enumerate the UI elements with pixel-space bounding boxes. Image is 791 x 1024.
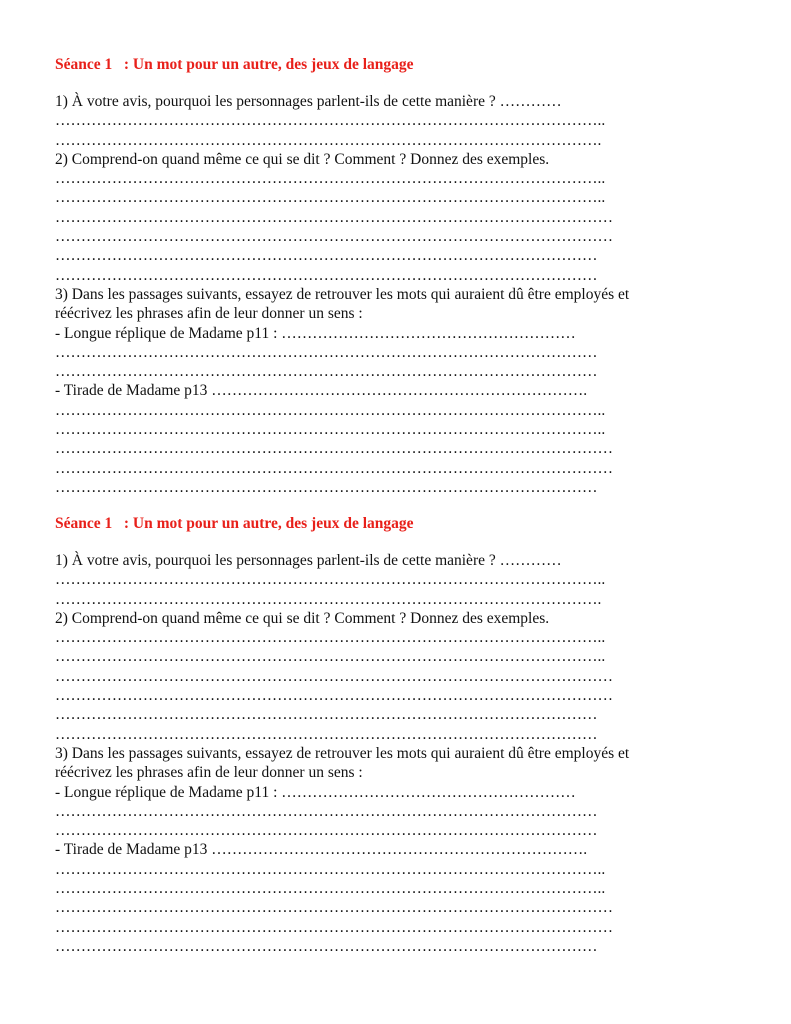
question-line: réécrivez les phrases afin de leur donner un sens : [55, 305, 363, 323]
answer-dotted-line: ……………………………………………………………………………………………… [55, 899, 613, 917]
answer-dotted-line: …………………………………………………………………………………………… [55, 363, 598, 381]
question-line: - Tirade de Madame p13 ………………………………………………………………. [55, 382, 588, 400]
answer-dotted-line: …………………………………………………………………………………………… [55, 478, 598, 496]
answer-dotted-line: …………………………………………………………………………………………….. [55, 648, 606, 666]
answer-dotted-line: …………………………………………………………………………………………….. [55, 401, 606, 419]
answer-dotted-line: ……………………………………………………………………………………………… [55, 440, 613, 458]
answer-dotted-line: …………………………………………………………………………………………… [55, 343, 598, 361]
answer-dotted-line: …………………………………………………………………………………………….. [55, 112, 606, 130]
answer-dotted-line: …………………………………………………………………………………………… [55, 822, 598, 840]
question-line: - Tirade de Madame p13 ………………………………………………………………. [55, 841, 588, 859]
answer-dotted-line: ……………………………………………………………………………………………. [55, 131, 602, 149]
answer-dotted-line: …………………………………………………………………………………………… [55, 802, 598, 820]
answer-dotted-line: ……………………………………………………………………………………………… [55, 667, 613, 685]
question-line: 1) À votre avis, pourquoi les personnages parlent-ils de cette manière ? ………… [55, 552, 562, 569]
answer-dotted-line: …………………………………………………………………………………………….. [55, 860, 606, 878]
question-line: - Longue réplique de Madame p11 : ………………………………………………… [55, 783, 576, 801]
answer-dotted-line: ……………………………………………………………………………………………… [55, 208, 613, 226]
answer-dotted-line: …………………………………………………………………………………………….. [55, 880, 606, 898]
section-lines [55, 92, 745, 497]
question-line: 1) À votre avis, pourquoi les personnages parlent-ils de cette manière ? ………… [55, 93, 562, 110]
answer-dotted-line: …………………………………………………………………………………………….. [55, 170, 606, 188]
answer-dotted-line: ……………………………………………………………………………………………… [55, 687, 613, 705]
answer-dotted-line: …………………………………………………………………………………………… [55, 706, 598, 724]
section-title: Séance 1 : Un mot pour un autre, des jeux de langage [55, 515, 414, 532]
question-line: 3) Dans les passages suivants, essayez de retrouver les mots qui auraient dû être employés et [55, 285, 630, 303]
answer-dotted-line: ……………………………………………………………………………………………… [55, 228, 613, 246]
answer-dotted-line: ……………………………………………………………………………………………… [55, 918, 613, 936]
section-2 [55, 514, 745, 956]
answer-dotted-line: …………………………………………………………………………………………… [55, 937, 598, 955]
question-line: - Longue réplique de Madame p11 : ………………………………………………… [55, 324, 576, 342]
question-line: 2) Comprend-on quand même ce qui se dit ? Comment ? Donnez des exemples. [55, 150, 550, 168]
answer-dotted-line: …………………………………………………………………………………………….. [55, 421, 606, 439]
answer-dotted-line: ……………………………………………………………………………………………… [55, 459, 613, 477]
section-title: Séance 1 : Un mot pour un autre, des jeux de langage [55, 56, 414, 73]
section-1 [55, 55, 745, 497]
answer-dotted-line: ……………………………………………………………………………………………. [55, 590, 602, 608]
answer-dotted-line: …………………………………………………………………………………………….. [55, 571, 606, 589]
answer-dotted-line: …………………………………………………………………………………………… [55, 266, 598, 284]
question-line: 2) Comprend-on quand même ce qui se dit ? Comment ? Donnez des exemples. [55, 609, 550, 627]
section-lines [55, 551, 745, 956]
question-line: 3) Dans les passages suivants, essayez de retrouver les mots qui auraient dû être employés et [55, 744, 630, 762]
question-line: réécrivez les phrases afin de leur donner un sens : [55, 764, 363, 782]
answer-dotted-line: …………………………………………………………………………………………….. [55, 189, 606, 207]
answer-dotted-line: …………………………………………………………………………………………… [55, 725, 598, 743]
answer-dotted-line: …………………………………………………………………………………………… [55, 247, 598, 265]
answer-dotted-line: …………………………………………………………………………………………….. [55, 629, 606, 647]
